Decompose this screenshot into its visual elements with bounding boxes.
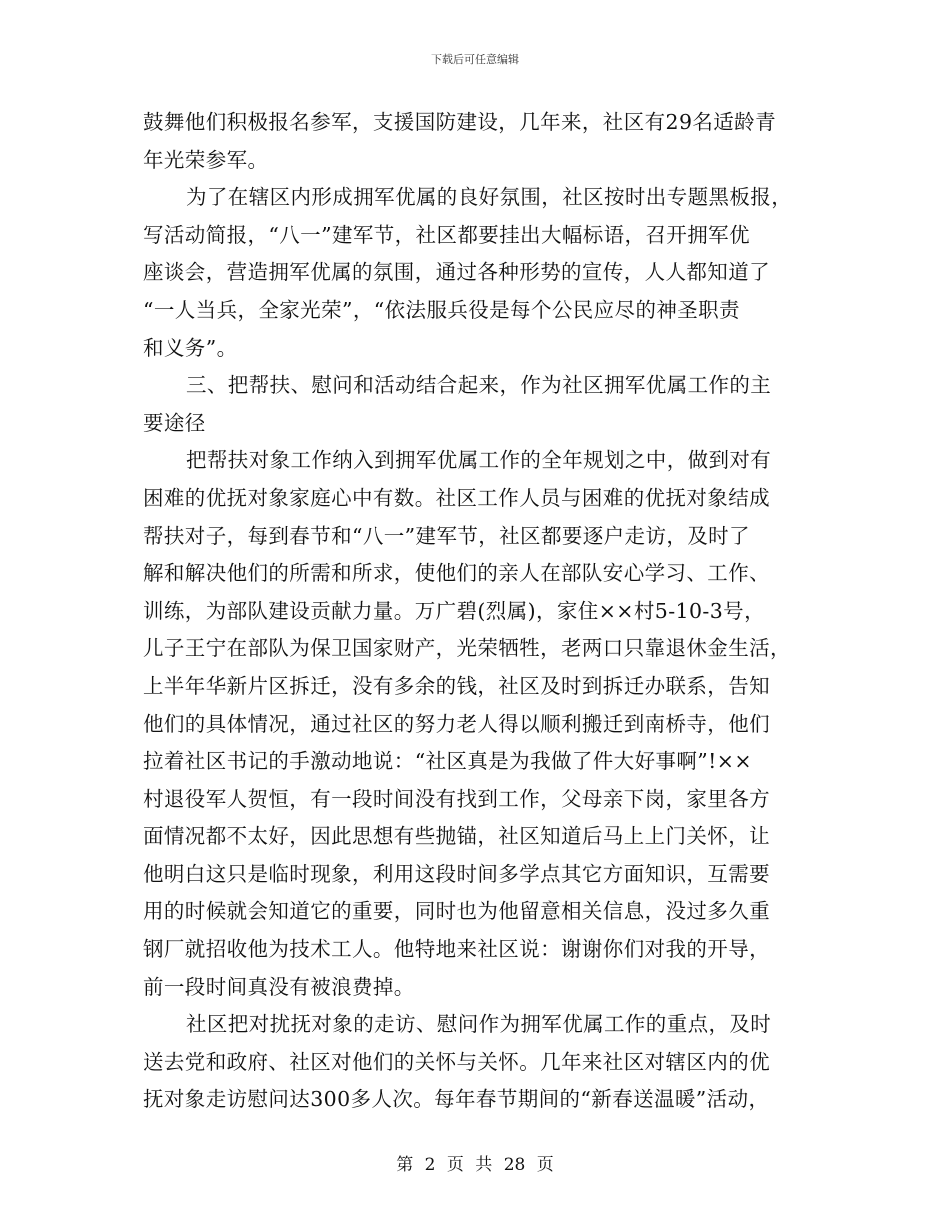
text-line: 解和解决他们的所需和所求，使他们的亲人在部队安心学习、工作、 xyxy=(143,561,770,586)
text-line: 写活动简报，“八一”建军节，社区都要挂出大幅标语，召开拥军优 xyxy=(143,222,750,247)
text-line: 鼓舞他们积极报名参军，支援国防建设，几年来，社区有29名适龄青 xyxy=(143,110,776,134)
paragraph-start-line: 把帮扶对象工作纳入到拥军优属工作的全年规划之中，做到对有 xyxy=(186,448,772,473)
paragraph-start-line: 为了在辖区内形成拥军优属的良好氛围，社区按时出专题黑板报， xyxy=(186,185,793,210)
text-line: 困难的优抚对象家庭心中有数。社区工作人员与困难的优抚对象结成 xyxy=(143,485,770,510)
text-line: 拉着社区书记的手激动地说：“社区真是为我做了件大好事啊”!×× xyxy=(143,749,752,774)
text-line: 抚对象走访慰问达300多人次。每年春节期间的“新春送温暖”活动， xyxy=(143,1087,770,1112)
text-line: 儿子王宁在部队为保卫国家财产，光荣牺牲，老两口只靠退休金生活， xyxy=(143,636,791,661)
text-line: 帮扶对子，每到春节和“八一”建军节，社区都要逐户走访，及时了 xyxy=(143,523,750,548)
text-line: 用的时候就会知道它的重要，同时也为他留意相关信息，没过多久重 xyxy=(143,899,770,924)
text-line: 训练，为部队建设贡献力量。万广碧(烈属)，家住××村5-10-3号， xyxy=(143,598,765,623)
text-line: 座谈会，营造拥军优属的氛围，通过各种形势的宣传，人人都知道了 xyxy=(143,260,770,285)
section-heading-line: 三、把帮扶、慰问和活动结合起来，作为社区拥军优属工作的主 xyxy=(186,373,772,398)
text-line: 他们的具体情况，通过社区的努力老人得以顺利搬迁到南桥寺，他们 xyxy=(143,711,770,736)
text-line: 面情况都不太好，因此思想有些抛锚，社区知道后马上上门关怀，让 xyxy=(143,824,770,849)
text-line: 和义务”。 xyxy=(143,335,238,360)
section-heading-line: 要途径 xyxy=(143,410,206,435)
text-line: 钢厂就招收他为技术工人。他特地来社区说：谢谢你们对我的开导， xyxy=(143,937,770,962)
document-body xyxy=(143,104,813,1119)
page-number-footer: 第 2 页 共 28 页 xyxy=(396,1155,554,1175)
text-line: 上半年华新片区拆迁，没有多余的钱，社区及时到拆迁办联系，告知 xyxy=(143,673,770,698)
page-header: 下载后可任意编辑 xyxy=(431,53,519,66)
text-line: 村退役军人贺恒，有一段时间没有找到工作，父母亲下岗，家里各方 xyxy=(143,786,770,811)
text-line: “一人当兵，全家光荣”，“依法服兵役是每个公民应尽的神圣职责 xyxy=(143,297,740,322)
text-line: 他明白这只是临时现象，利用这段时间多学点其它方面知识，互需要 xyxy=(143,861,770,886)
paragraph-start-line: 社区把对扰抚对象的走访、慰问作为拥军优属工作的重点，及时 xyxy=(186,1012,772,1037)
text-line: 前一段时间真没有被浪费掉。 xyxy=(143,974,415,999)
text-line: 年光荣参军。 xyxy=(143,147,269,172)
text-line: 送去党和政府、社区对他们的关怀与关怀。几年来社区对辖区内的优 xyxy=(143,1049,770,1074)
